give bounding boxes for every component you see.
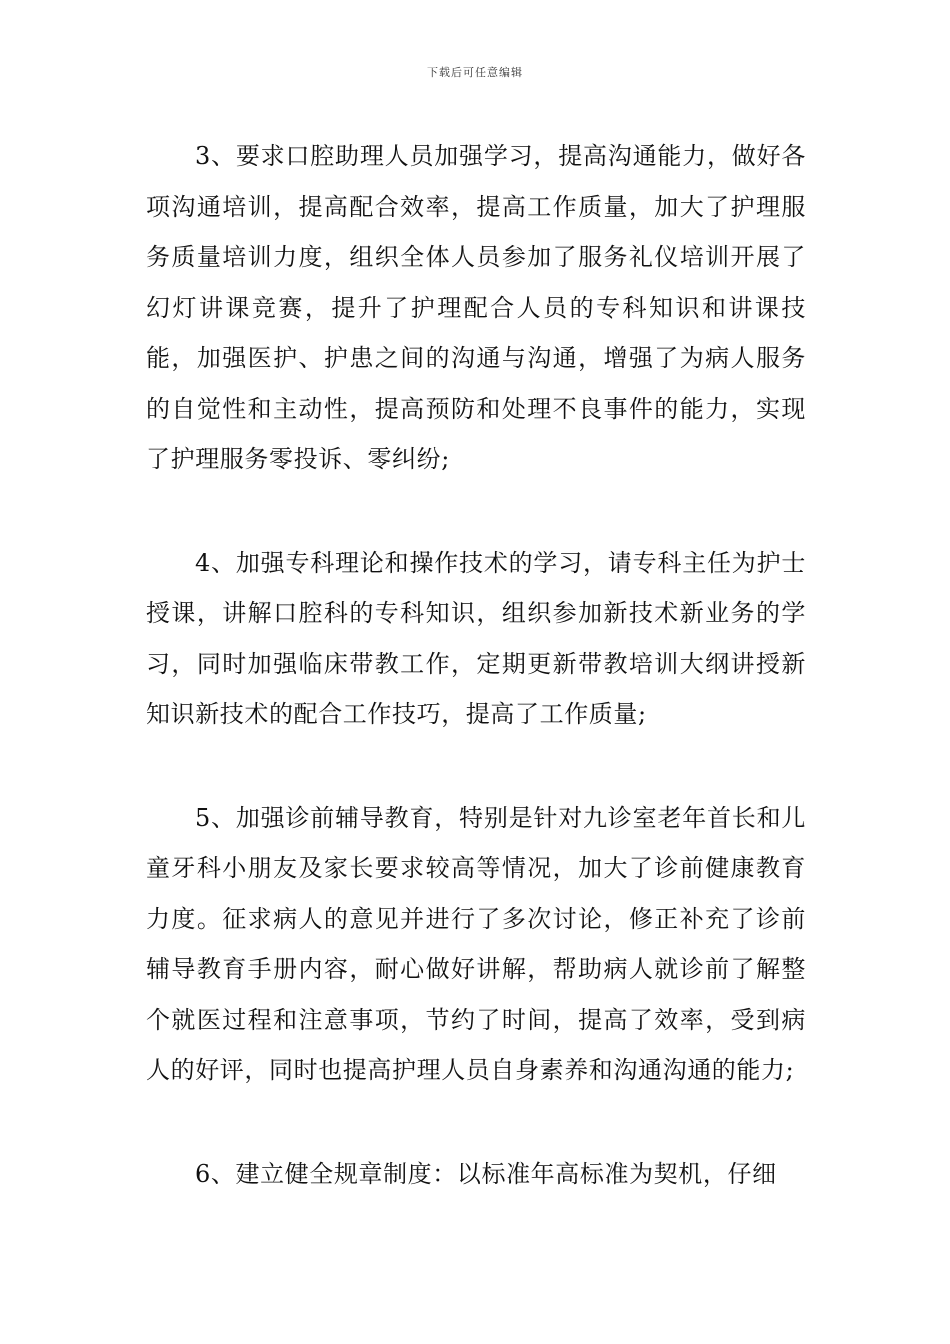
- paragraph-3: 3、要求口腔助理人员加强学习，提高沟通能力，做好各项沟通培训，提高配合效率，提高工作质量，加大了护理服务质量培训力度，组织全体人员参加了服务礼仪培训开展了幻灯讲课竞赛，提升了护理配合人员的专科知识和讲课技能，加强医护、护患之间的沟通与沟通，增强了为病人服务的自觉性和主动性，提高预防和处理不良事件的能力，实现了护理服务零投诉、零纠纷;: [146, 142, 806, 473]
- page-header: 下载后可任意编辑: [427, 66, 523, 79]
- document-body: [146, 131, 806, 1199]
- paragraph-6: 6、建立健全规章制度：以标准年高标准为契机，仔细: [195, 1159, 777, 1188]
- paragraph-4: 4、加强专科理论和操作技术的学习，请专科主任为护士授课，讲解口腔科的专科知识，组织参加新技术新业务的学习，同时加强临床带教工作，定期更新带教培训大纲讲授新知识新技术的配合工作技巧，提高了工作质量;: [146, 548, 806, 728]
- paragraph-5: 5、加强诊前辅导教育，特别是针对九诊室老年首长和儿童牙科小朋友及家长要求较高等情况，加大了诊前健康教育力度。征求病人的意见并进行了多次讨论，修正补充了诊前辅导教育手册内容，耐心做好讲解，帮助病人就诊前了解整个就医过程和注意事项，节约了时间，提高了效率，受到病人的好评，同时也提高护理人员自身素养和沟通沟通的能力;: [146, 803, 806, 1084]
